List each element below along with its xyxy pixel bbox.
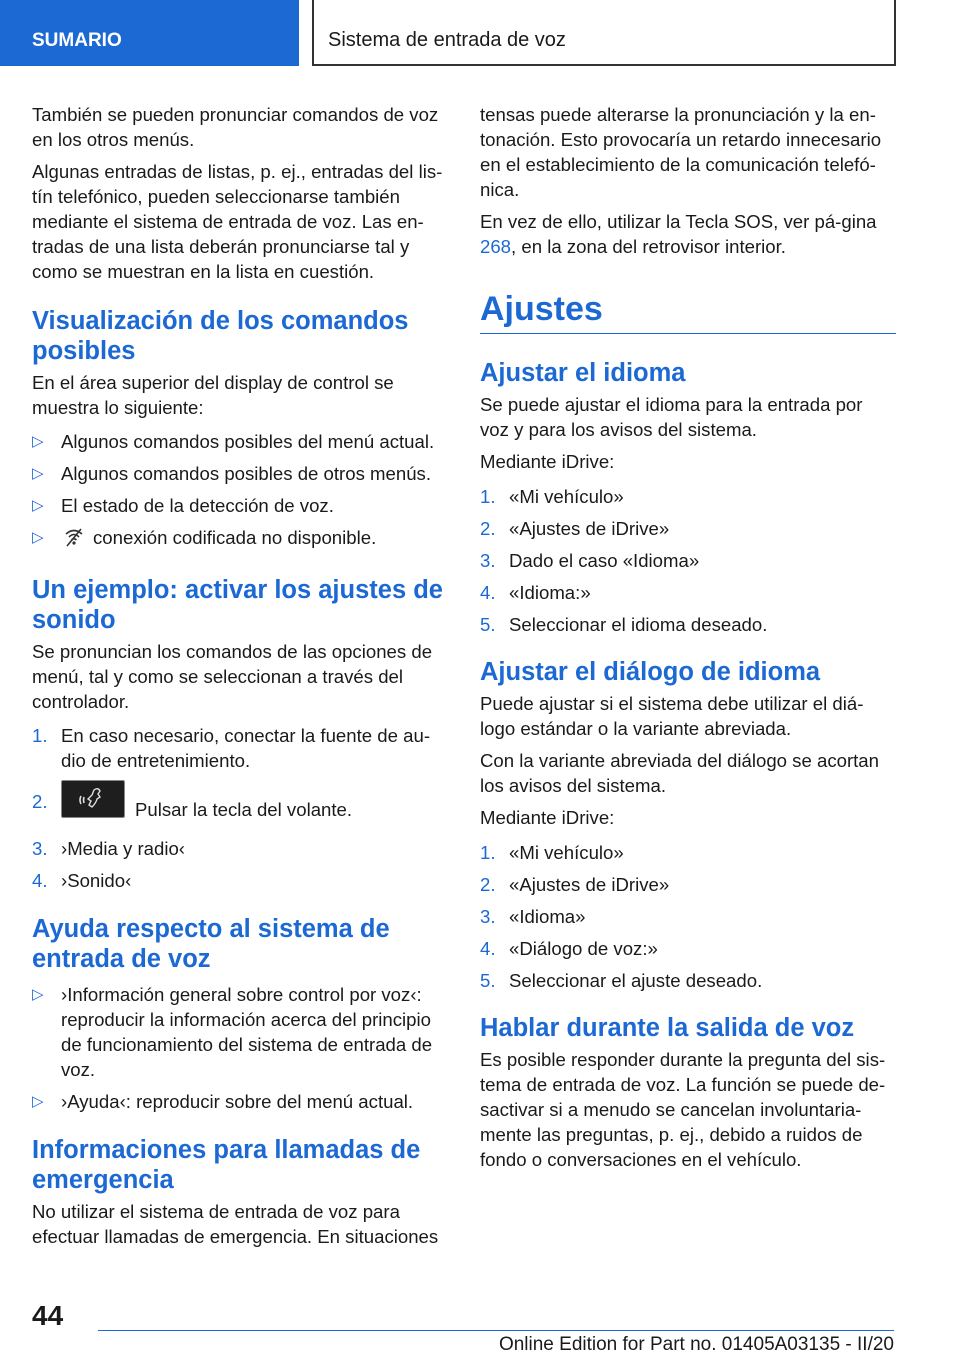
voice-button-icon	[61, 780, 125, 818]
list-item: 3. ›Media y radio‹	[32, 838, 186, 859]
step-number: 3.	[480, 906, 496, 927]
step-number: 1.	[32, 725, 48, 746]
paragraph: No utilizar el sistema de entrada de voz para efectuar llamadas de emergencia. En situaciones	[32, 1201, 439, 1247]
section-heading: Ajustar el diálogo de idioma	[480, 658, 821, 686]
list-item: ▷ Algunos comandos posibles de otros menús.	[32, 463, 432, 484]
bullet-marker: ▷	[32, 1093, 44, 1110]
step-number: 5.	[480, 614, 496, 635]
list-item: 3. Dado el caso «Idioma»	[480, 550, 700, 571]
section-heading: Un ejemplo: activar los ajustes de sonido	[32, 576, 443, 634]
list-item: 3. «Idioma»	[480, 906, 586, 927]
bullet-marker: ▷	[32, 433, 44, 450]
numbered-list	[480, 840, 896, 993]
section-heading: Visualización de los comandos posibles	[32, 307, 409, 365]
list-item: ▷ ›Ayuda‹: reproducir sobre del menú actual.	[32, 1091, 414, 1112]
bullet-marker: ▷	[32, 529, 44, 546]
numbered-list	[32, 723, 448, 893]
list-item: ▷ Algunos comandos posibles del menú actual.	[32, 431, 435, 452]
step-number: 4.	[480, 582, 496, 603]
step-number: 1.	[480, 842, 496, 863]
section-heading: Ajustar el idioma	[480, 359, 686, 387]
step-number: 2.	[32, 791, 48, 812]
list-item: 5. Seleccionar el idioma deseado.	[480, 614, 768, 635]
section-heading: Ayuda respecto al sistema de entrada de voz	[32, 915, 390, 973]
page-number: 44	[32, 1300, 64, 1331]
encrypted-connection-icon	[63, 526, 85, 554]
right-column	[480, 102, 896, 1179]
sumario-tab[interactable]: SUMARIO	[0, 0, 299, 66]
paragraph: tensas puede alterarse la pronunciación y la en‐tonación. Esto provocaría un retardo innecesario en el establecimiento de la comunicación telefó‐nica.	[480, 104, 882, 200]
list-item: 2. Pulsar la tecla del volante.	[32, 780, 448, 829]
step-number: 4.	[32, 870, 48, 891]
list-item: ▷ conexión codificada no disponible.	[32, 525, 448, 554]
list-item: 2. «Ajustes de iDrive»	[480, 874, 670, 895]
paragraph: Algunas entradas de listas, p. ej., entradas del lis‐tín telefónico, pueden seleccionarse también mediante el sistema de entrada de voz. Las en‐tradas de una lista deberán pronunciarse tal y como se muestran en la lista en cuestión.	[32, 161, 443, 282]
step-number: 3.	[32, 838, 48, 859]
paragraph: También se pueden pronunciar comandos de voz en los otros menús.	[32, 104, 439, 150]
page-header	[0, 0, 960, 66]
list-item: 4. ›Sonido‹	[32, 870, 132, 891]
step-number: 5.	[480, 970, 496, 991]
list-item: 5. Seleccionar el ajuste deseado.	[480, 970, 763, 991]
step-number: 4.	[480, 938, 496, 959]
page-reference-link[interactable]: 268	[480, 236, 512, 257]
list-item: ▷ El estado de la detección de voz.	[32, 495, 334, 516]
list-item: 2. «Ajustes de iDrive»	[480, 518, 670, 539]
bullet-marker: ▷	[32, 497, 44, 514]
list-item: 1. En caso necesario, conectar la fuente de au‐dio de entretenimiento.	[32, 725, 431, 771]
paragraph: En vez de ello, utilizar la Tecla SOS, ver pá‐gina 268, en la zona del retrovisor interior.	[480, 211, 877, 257]
bullet-marker: ▷	[32, 465, 44, 482]
step-number: 2.	[480, 518, 496, 539]
paragraph: Es posible responder durante la pregunta del sis‐tema de entrada de voz. La función se puede de‐sactivar si a menudo se cancelan involuntaria‐mente las preguntas, p. ej., debido a ruidos de fondo o conversaciones en el vehículo.	[480, 1049, 886, 1170]
section-heading: Informaciones para llamadas de emergencia	[32, 1136, 421, 1194]
chapter-title: Sistema de entrada de voz	[312, 0, 896, 66]
paragraph: Con la variante abreviada del diálogo se acortan los avisos del sistema.	[480, 750, 879, 796]
paragraph: Puede ajustar si el sistema debe utilizar el diá‐logo estándar o la variante abreviada.	[480, 693, 864, 739]
section-heading: Hablar durante la salida de voz	[480, 1014, 855, 1042]
bullet-list	[32, 429, 448, 554]
list-item: 4. «Idioma:»	[480, 582, 591, 603]
edition-note: Online Edition for Part no. 01405A03135 - II/20	[498, 1334, 894, 1355]
paragraph: Se pronuncian los comandos de las opciones de menú, tal y como se seleccionan a través del controlador.	[32, 641, 433, 712]
chapter-heading: Ajustes	[480, 289, 896, 334]
step-number: 3.	[480, 550, 496, 571]
list-item: ▷ ›Información general sobre control por voz‹: reproducir la información acerca del principio de funcionamiento del sistema de entrada de voz.	[32, 984, 433, 1080]
paragraph: Mediante iDrive:	[480, 451, 615, 472]
bullet-list	[32, 982, 448, 1114]
left-column	[32, 102, 448, 1256]
bullet-marker: ▷	[32, 986, 44, 1003]
list-item: 1. «Mi vehículo»	[480, 842, 624, 863]
numbered-list	[480, 484, 896, 637]
step-number: 2.	[480, 874, 496, 895]
paragraph: Se puede ajustar el idioma para la entrada por voz y para los avisos del sistema.	[480, 394, 863, 440]
step-number: 1.	[480, 486, 496, 507]
footer-divider	[98, 1330, 894, 1331]
list-item: 4. «Diálogo de voz:»	[480, 938, 658, 959]
paragraph: Mediante iDrive:	[480, 807, 615, 828]
list-item: 1. «Mi vehículo»	[480, 486, 624, 507]
paragraph: En el área superior del display de control se muestra lo siguiente:	[32, 372, 394, 418]
